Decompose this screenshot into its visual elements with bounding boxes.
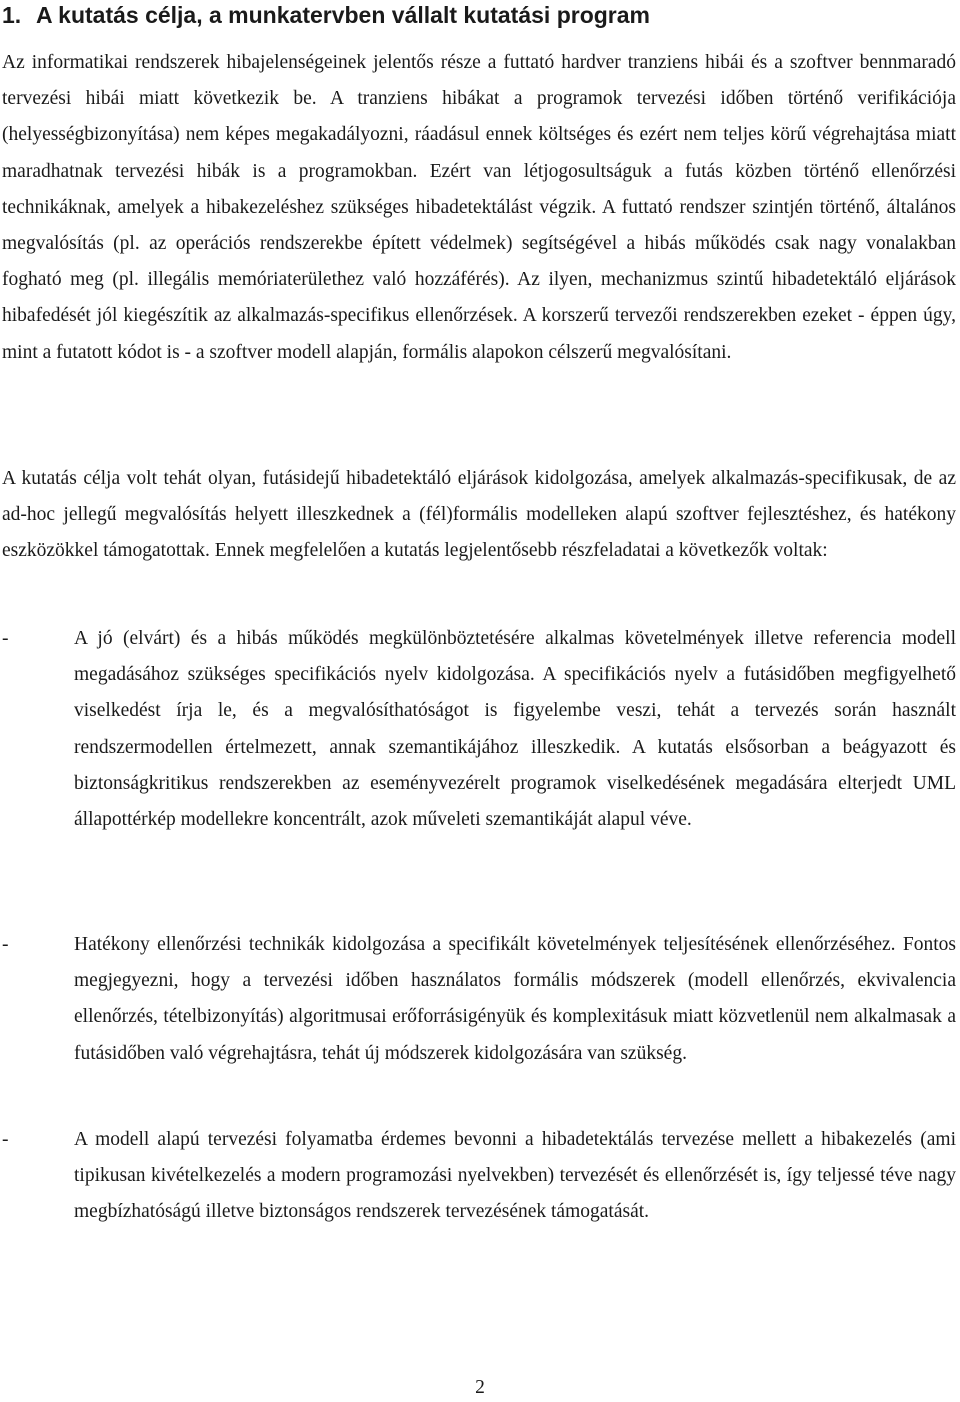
- list-dash: -: [2, 628, 9, 649]
- list-dash: -: [2, 1129, 9, 1150]
- list-dash: -: [2, 934, 9, 955]
- list-item: [2, 621, 956, 838]
- section-number: 1.: [2, 2, 22, 28]
- section-heading: [2, 0, 650, 30]
- task-list: [2, 927, 956, 1072]
- list-item: [2, 927, 956, 1072]
- list-item-text: A jó (elvárt) és a hibás működés megkülönböztetésére alkalmas követelmények illetve referencia modell megadásához szükséges specifikációs nyelv kidolgozása. A specifikációs nyelv a futásidőben megfigyelhető viselkedést írja le, és a megvalósíthatóságot is figyelembe veszi, tehát a tervezés során használt rendszermodellen értelmezett, annak szemantikájához illeszkedik. A kutatás elsősorban a beágyazott és biztonságkritikus rendszerekben az eseményvezérelt programok viselkedésének megadására elterjedt UML állapottérkép modellekre koncentrált, azok műveleti szemantikáját alapul véve.: [74, 628, 956, 831]
- body-paragraph: A kutatás célja volt tehát olyan, futásidejű hibadetektáló eljárások kidolgozása, amelyek alkalmazás-specifikusak, de az ad-hoc jellegű megvalósítás helyett illeszkednek a (fél)formális modelleken alapú szoftver fejlesztéshez, és hatékony eszközökkel támogatottak. Ennek megfelelően a kutatás legjelentősebb részfeladatai a következők voltak:: [2, 468, 956, 562]
- section-title: A kutatás célja, a munkatervben vállalt kutatási program: [36, 2, 650, 28]
- body-paragraph: Az informatikai rendszerek hibajelenségeinek jelentős része a futtató hardver tranziens hibái és a szoftver bennmaradó tervezési hibái miatt következik be. A tranziens hibákat a programok tervezési időben történő verifikációja (helyességbizonyítása) nem képes megakadályozni, ráadásul ennek költséges és ezért nem teljes körű végrehajtása miatt maradhatnak tervezési hibák is a programokban. Ezért van létjogosultságuk a futás közben történő ellenőrzési technikáknak, amelyek a hibakezeléshez szükséges hibadetektálást végzik. A futtató rendszer szintjén történő, általános megvalósítás (pl. az operációs rendszerekbe épített védelmek) segítségével a hibás működés csak nagy vonalakban fogható meg (pl. illegális memóriaterülethez való hozzáférés). Az ilyen, mechanizmus szintű hibadetektáló eljárások hibafedését jól kiegészítik az alkalmazás-specifikus ellenőrzések. A korszerű tervezői rendszerekben ezeket - éppen úgy, mint a futatott kódot is - a szoftver modell alapján, formális alapokon célszerű megvalósítani.: [2, 52, 956, 363]
- page-number: 2: [475, 1377, 485, 1398]
- list-item-text: A modell alapú tervezési folyamatba érdemes bevonni a hibadetektálás tervezése mellett a hibakezelés (ami tipikusan kivételkezelés a modern programozási nyelvekben) tervezését és ellenőrzését is, így teljessé téve nagy megbízhatóságú illetve biztonságos rendszerek tervezésének támogatását.: [74, 1129, 956, 1223]
- list-item: [2, 1122, 956, 1231]
- list-item-text: Hatékony ellenőrzési technikák kidolgozása a specifikált követelmények teljesítésének ellenőrzéséhez. Fontos megjegyezni, hogy a tervezési időben használatos formális módszerek (modell ellenőrzés, ekvivalencia ellenőrzés, tételbizonyítás) algoritmusai erőforrásigényük és komplexitásuk miatt közvetlenül nem alkalmasak a futásidőben való végrehajtásra, tehát új módszerek kidolgozására van szükség.: [74, 934, 956, 1064]
- task-list: [2, 1122, 956, 1231]
- task-list: [2, 621, 956, 838]
